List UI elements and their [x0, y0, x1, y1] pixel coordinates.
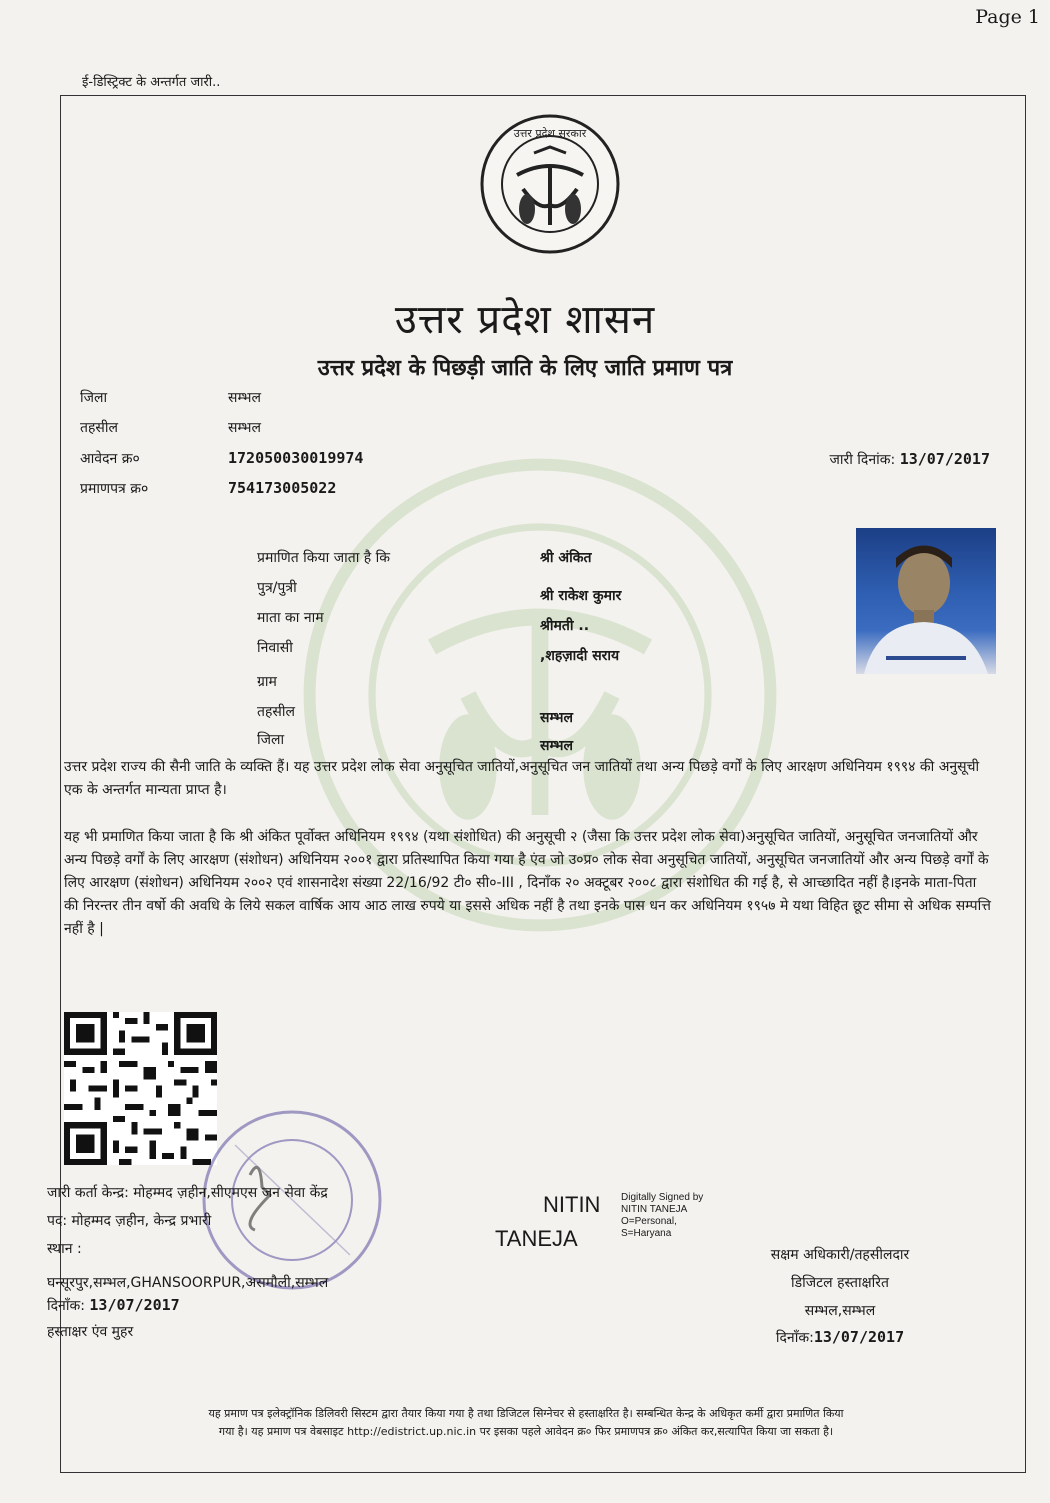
issue-date-value: 13/07/2017 [899, 450, 990, 468]
field-value-name: श्री अंकित [540, 550, 592, 566]
application-label: आवेदन क्र० [80, 451, 140, 467]
field-value-mother: श्रीमती .. [540, 618, 590, 634]
district-label: जिला [80, 390, 108, 406]
issuer-date-label: दिनाँक: [47, 1298, 85, 1314]
page-title: उत्तर प्रदेश शासन [394, 297, 656, 343]
state-emblem-icon [479, 113, 621, 255]
field-label-resident: निवासी [257, 640, 293, 656]
qr-code-icon [64, 1012, 217, 1165]
tehsil-value: सम्भल [228, 420, 261, 436]
footer-note [46, 1405, 1006, 1441]
officer-sign-type: डिजिटल हस्ताक्षरित [791, 1275, 889, 1291]
footer-line-1: यह प्रमाण पत्र इलेक्ट्रॉनिक डिलिवरी सिस्टम द्वारा तैयार किया गया है तथा डिजिटल सिग्नेचर से हस्ताक्षरित है। सम्बन्धित केन्द्र के अधिकृत कर्मी द्वारा प्रमाणित किया [208, 1407, 844, 1420]
svg-text:उत्तर प्रदेश सरकार: उत्तर प्रदेश सरकार [513, 127, 587, 140]
issuer-place-value: घन्सूरपुर,सम्भल,GHANSOORPUR,असमौली,सम्भल [47, 1275, 329, 1291]
certificate-subtitle: उत्तर प्रदेश के पिछड़ी जाति के लिए जाति प्रमाण पत्र [317, 356, 733, 381]
page-number: Page 1 [975, 6, 1040, 28]
field-label-certified: प्रमाणित किया जाता है कि [257, 550, 391, 566]
issuer-place-label: स्थान : [47, 1241, 82, 1257]
tehsil-label: तहसील [80, 420, 118, 436]
issuer-date-value: 13/07/2017 [89, 1296, 180, 1314]
officer-title: सक्षम अधिकारी/तहसीलदार [770, 1247, 910, 1263]
issue-date-label: जारी दिनांक: [829, 452, 896, 468]
applicant-photo [856, 528, 996, 674]
body-paragraph-1: उत्तर प्रदेश राज्य की सैनी जाति के व्यक्ति हैं। यह उत्तर प्रदेश लोक सेवा अनुसूचित जातियों,अनुसूचित जन जातियों तथा अन्य पिछड़े वर्गों के लिए आरक्षण अधिनियम १९९४ की अनुसूची एक के अन्तर्गत मान्यता प्राप्त है। [64, 759, 980, 798]
certificate-label: प्रमाणपत्र क्र० [80, 481, 149, 497]
officer-date [720, 1328, 960, 1347]
certificate-number: 754173005022 [228, 479, 337, 497]
field-label-mother: माता का नाम [257, 610, 324, 626]
footer-line-2: गया है। यह प्रमाण पत्र वेबसाइट http://edistrict.up.nic.in पर इसका पहले आवेदन क्र० फिर प्रमाणपत्र क्र० अंकित कर,सत्यापित किया जा सकता है। [218, 1425, 834, 1438]
issuer-center: जारी कर्ता केन्द्र: मोहम्मद ज़हीन,सीएमएस जन सेवा केंद्र [47, 1185, 328, 1201]
district-value: सम्भल [228, 390, 261, 406]
field-label-tehsil: तहसील [257, 704, 295, 720]
field-label-son-daughter: पुत्र/पुत्री [257, 580, 297, 596]
signature-details: Digitally Signed by NITIN TANEJA O=Personal, S=Haryana [621, 1192, 704, 1239]
officer-date-label: दिनाँक: [775, 1330, 814, 1346]
body-paragraph-2: यह भी प्रमाणित किया जाता है कि श्री अंकित पूर्वोक्त अधिनियम १९९४ (यथा संशोधित) की अनुसूची २ (जैसा कि उत्तर प्रदेश लोक सेवा)अनुसूचित जातियों, अनुसूचित जनजातियों और अन्य पिछड़े वर्गों के लिए आरक्षण (संशोधन) अधिनियम २००१ द्वारा प्रतिस्थापित किया गया है एंव जो उ०प्र० लोक सेवा अनुसूचित जातियों, अनुसूचित जनजातियों और अन्य पिछड़े वर्गों के लिए आरक्षण (संशोधन) अधिनियम २००२ एवं शासनादेश संख्या 22/16/92 टी० सी०-III , दिनाँक २० अक्टूबर २००८ द्वारा संशोधित की गई है, से आच्छादित नहीं है।इनके माता-पिता की निरन्तर तीन वर्षो की अवधि के लिये सकल वार्षिक आय आठ लाख रुपये या इससे अधिक नहीं है तथा इनके पास धन कर अधिनियम १९५७ मे यथा विहित छूट सीमा से अधिक सम्पत्ति नहीं है | [64, 829, 991, 937]
issuer-date [47, 1296, 180, 1315]
field-value-father: श्री राकेश कुमार [540, 588, 622, 604]
field-value-district: सम्भल [540, 738, 573, 754]
field-value-resident: ,शहज़ादी सराय [540, 648, 620, 664]
signer-name-line2: TANEJA [495, 1226, 578, 1251]
officer-date-value: 13/07/2017 [813, 1328, 905, 1346]
issue-date [829, 450, 990, 469]
header-note: ई-डिस्ट्रिक्ट के अन्तर्गत जारी.. [82, 75, 221, 90]
field-label-district: जिला [257, 732, 285, 748]
issuer-designation: पद: मोहम्मद ज़हीन, केन्द्र प्रभारी [47, 1213, 212, 1229]
officer-place: सम्भल,सम्भल [804, 1303, 876, 1319]
issuer-sign-label: हस्ताक्षर एंव मुहर [47, 1324, 134, 1340]
signer-name-line1: NITIN [543, 1192, 601, 1217]
application-number: 172050030019974 [228, 449, 364, 467]
field-value-tehsil: सम्भल [540, 710, 573, 726]
field-label-village: ग्राम [257, 674, 277, 690]
